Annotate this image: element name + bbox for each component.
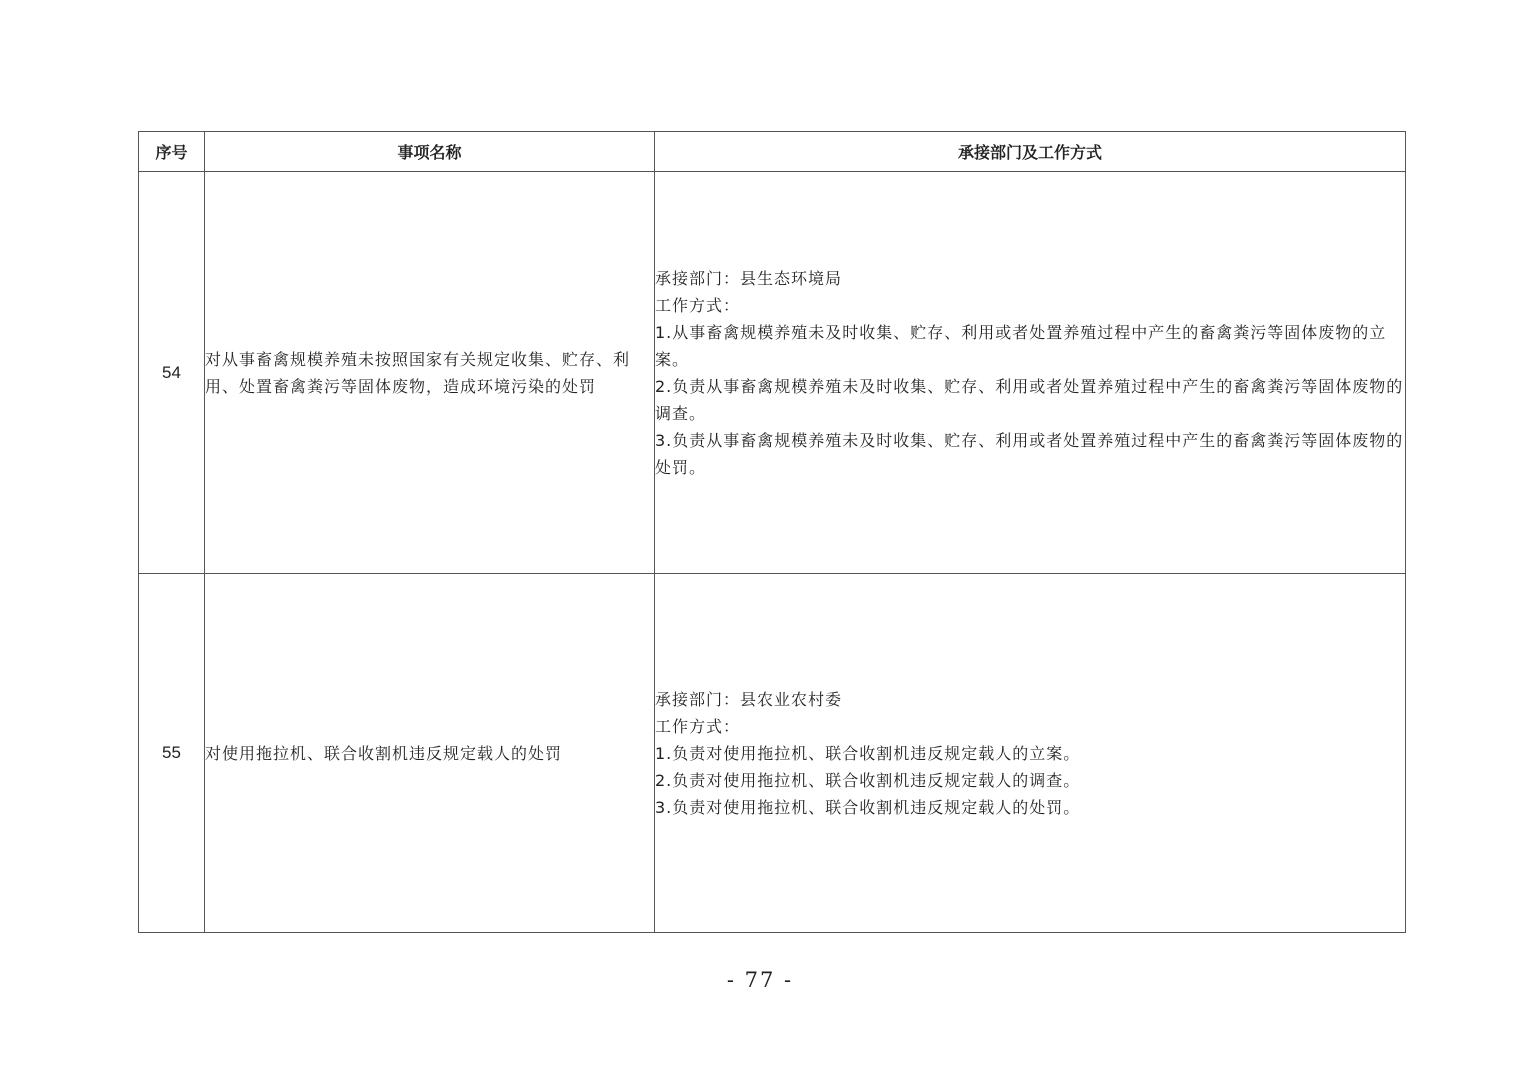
row-seq: 54 (139, 172, 205, 574)
row-seq: 55 (139, 574, 205, 933)
table-row (139, 574, 1406, 933)
table-header-row (139, 132, 1406, 172)
method-step: 1.从事畜禽规模养殖未及时收集、贮存、利用或者处置养殖过程中产生的畜禽粪污等固体废物的立案。 (655, 322, 1387, 369)
row-dept-method (655, 172, 1406, 574)
header-name: 事项名称 (205, 132, 655, 172)
row-dept-method (655, 574, 1406, 933)
row-matter-name: 对使用拖拉机、联合收割机违反规定载人的处罚 (205, 574, 655, 933)
method-step: 1.负责对使用拖拉机、联合收割机违反规定载人的立案。 (655, 743, 1081, 763)
method-step: 2.负责从事畜禽规模养殖未及时收集、贮存、利用或者处置养殖过程中产生的畜禽粪污等固体废物的调查。 (655, 376, 1404, 423)
method-label: 工作方式： (655, 295, 741, 315)
department-line: 承接部门：县生态环境局 (655, 268, 843, 288)
table-row (139, 172, 1406, 574)
method-step: 3.负责从事畜禽规模养殖未及时收集、贮存、利用或者处置养殖过程中产生的畜禽粪污等固体废物的处罚。 (655, 430, 1404, 477)
page-number: - 77 - (726, 968, 794, 992)
matters-table (138, 131, 1406, 933)
header-seq: 序号 (139, 132, 205, 172)
header-dept: 承接部门及工作方式 (655, 132, 1406, 172)
method-label: 工作方式： (655, 716, 741, 736)
method-step: 2.负责对使用拖拉机、联合收割机违反规定载人的调查。 (655, 770, 1081, 790)
method-step: 3.负责对使用拖拉机、联合收割机违反规定载人的处罚。 (655, 797, 1081, 817)
department-line: 承接部门：县农业农村委 (655, 689, 843, 709)
row-matter-name: 对从事畜禽规模养殖未按照国家有关规定收集、贮存、利用、处置畜禽粪污等固体废物，造成环境污染的处罚 (205, 172, 655, 574)
